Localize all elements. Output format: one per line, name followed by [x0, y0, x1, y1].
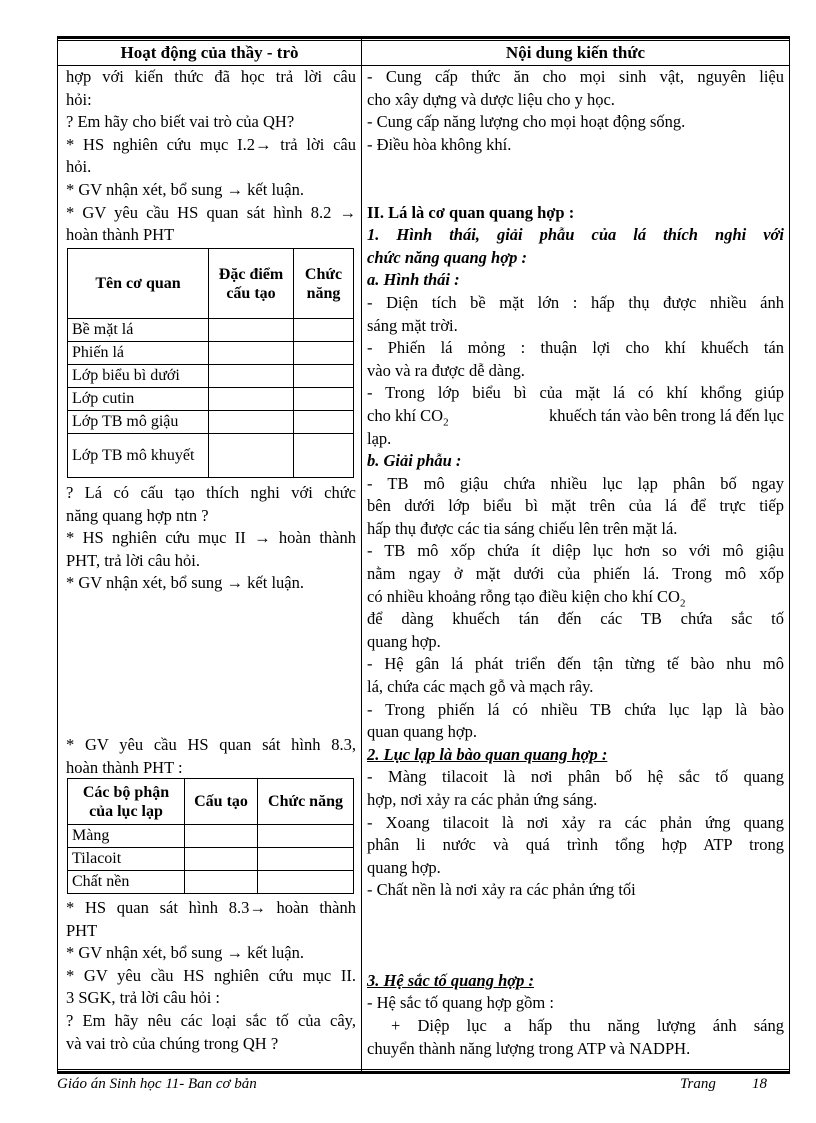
table-header: Chức năng	[258, 779, 354, 825]
left-text-line: PHT	[66, 920, 98, 940]
left-text-line: * GV nhận xét, bổ sung → kết luận.	[66, 573, 305, 593]
right-text-line: - Hệ sắc tố quang hợp gồm :	[367, 993, 554, 1013]
right-text-line: nằm ngay ở mặt dưới của phiến lá. Trong mô xốp	[367, 564, 784, 584]
right-text-line: hấp thụ được các tia sáng chiếu lên trên mặt lá.	[367, 518, 678, 538]
right-text-line: - Trong phiến lá có nhiều TB chứa lục lạp là bào	[367, 699, 784, 719]
table-cell: Tilacoit	[68, 848, 185, 871]
right-text-line: sáng mặt trời.	[367, 315, 458, 335]
right-text-line: - Cung cấp năng lượng cho mọi hoạt động sống.	[367, 112, 686, 132]
right-text-line: - Trong lớp biểu bì của mặt lá có khí khổng giúp	[367, 383, 784, 403]
left-border	[57, 36, 58, 1071]
pht-table-leaf	[67, 248, 354, 478]
table-cell: Lớp cutin	[68, 388, 209, 411]
bottom-rule-thick	[57, 1071, 790, 1074]
right-text-line: lạp.	[367, 428, 392, 448]
footer-trang: Trang	[680, 1076, 716, 1092]
top-rule-thick	[57, 36, 790, 39]
subsection-title: a. Hình thái :	[367, 270, 460, 290]
right-text-line: cho xây dựng và dược liệu cho y học.	[367, 89, 615, 109]
left-text-line: hỏi:	[66, 89, 92, 109]
left-text-line: * HS quan sát hình 8.3→ hoàn thành	[66, 898, 356, 917]
right-text-line: vào và ra được dễ dàng.	[367, 360, 525, 380]
table-cell: Chất nền	[68, 871, 185, 894]
right-text-line: để dàng khuếch tán đến các TB chứa sắc tố	[367, 609, 784, 629]
left-column-p3	[66, 734, 356, 779]
left-text-line: và vai trò của chúng trong QH ?	[66, 1033, 279, 1053]
right-text-line: - Chất nền là nơi xảy ra các phản ứng tối	[367, 880, 636, 900]
right-text-line: hợp, nơi xảy ra các phản ứng sáng.	[367, 790, 598, 809]
left-text-line: * GV yêu cầu HS quan sát hình 8.3,	[66, 735, 356, 754]
table-header: Các bộ phận của lục lạp	[68, 779, 185, 825]
section-subtitle: 2. Lục lạp là bào quan quang hợp :	[367, 744, 608, 764]
table-row	[68, 871, 354, 894]
left-text-line: hoàn thành PHT	[66, 225, 175, 245]
subsection-title: b. Giải phẫu :	[367, 451, 462, 471]
right-text-line: - Diện tích bề mặt lớn : hấp thụ được nhiều ánh	[367, 292, 784, 312]
section-subtitle: 1. Hình thái, giải phẫu của lá thích nghi với	[367, 225, 784, 245]
header-left: Hoạt động của thầy - trò	[120, 43, 299, 62]
left-text-line: * HS nghiên cứu mục I.2→ trả lời câu	[66, 134, 356, 154]
left-column-p2	[66, 482, 356, 595]
table-cell: Lớp TB mô khuyết	[68, 434, 209, 478]
left-text-line: năng quang hợp ntn ?	[66, 505, 209, 525]
right-text-line: - TB mô giậu chứa nhiều lục lạp phân bố ngay	[367, 473, 784, 493]
right-text-line: có nhiều khoảng rỗng tạo điều kiện cho khí $CO_2$	[367, 586, 686, 609]
right-text-line: quang hợp.	[367, 631, 441, 651]
footer-left: Giáo án Sinh học 11- Ban cơ bản	[57, 1076, 257, 1092]
table-row	[68, 825, 354, 848]
right-text-line: - Phiến lá mỏng : thuận lợi cho khí khuếch tán	[367, 338, 784, 358]
right-border	[789, 36, 790, 1071]
left-text-line: * GV nhận xét, bổ sung → kết luận.	[66, 943, 305, 963]
right-text-line: - Xoang tilacoit là nơi xảy ra các phản ứng quang	[367, 812, 784, 832]
table-row	[68, 411, 354, 434]
right-text-line	[367, 405, 784, 428]
left-text-line: hợp với kiến thức đã học trả lời câu	[66, 67, 356, 86]
table-header: Chức năng	[294, 249, 354, 319]
right-column	[367, 66, 784, 1060]
table-row	[68, 342, 354, 365]
bottom-rule-thin	[57, 1069, 790, 1070]
right-text-line: - Điều hòa không khí.	[367, 134, 512, 154]
table-cell: Phiến lá	[68, 342, 209, 365]
left-text-line: hỏi.	[66, 157, 92, 177]
right-text-line: quan quang hợp.	[367, 722, 477, 742]
right-text-line: - Màng tilacoit là nơi phân bố hệ sắc tố quang	[367, 767, 784, 787]
table-cell: Lớp TB mô giậu	[68, 411, 209, 434]
right-text-line: phân li nước và quá trình tổng hợp ATP trong	[367, 835, 784, 855]
section-subtitle: 3. Hệ sắc tố quang hợp :	[367, 970, 534, 990]
co2-line-start: cho khí $CO_2$	[367, 405, 449, 429]
pht-table-chloroplast	[67, 778, 354, 894]
header-right: Nội dung kiến thức	[505, 43, 646, 62]
right-text-line: quang hợp.	[367, 857, 441, 877]
footer-page-number: 18	[752, 1076, 767, 1092]
section-title: II. Lá là cơ quan quang hợp :	[367, 202, 575, 222]
table-cell: Màng	[68, 825, 185, 848]
left-text-line: 3 SGK, trả lời câu hỏi :	[66, 988, 220, 1008]
section-subtitle: chức năng quang hợp :	[367, 247, 527, 267]
left-text-line: hoàn thành PHT :	[66, 757, 183, 777]
left-column	[66, 66, 356, 247]
left-text-line: ? Em hãy cho biết vai trò của QH?	[66, 112, 295, 132]
left-text-line: * GV yêu cầu HS quan sát hình 8.2 →	[66, 202, 356, 222]
table-row	[68, 848, 354, 871]
co2-line-end: khuếch tán vào bên trong lá đến lục	[548, 405, 784, 425]
right-text-line: bên dưới lớp biểu bì mặt trên của lá để trực tiếp	[367, 496, 784, 516]
right-text-line: - Hệ gân lá phát triển đến tận từng tế bào nhu mô	[367, 654, 784, 674]
left-text-line: PHT, trả lời câu hỏi.	[66, 550, 200, 570]
table-cell: Lớp biểu bì dưới	[68, 365, 209, 388]
table-header: Cấu tạo	[185, 779, 258, 825]
left-text-line: ? Lá có cấu tạo thích nghi với chức	[66, 483, 356, 502]
left-text-line: * GV yêu cầu HS nghiên cứu mục II.	[66, 965, 356, 985]
right-text-line: - Cung cấp thức ăn cho mọi sinh vật, nguyên liệu	[367, 67, 784, 86]
table-row	[68, 365, 354, 388]
right-text-line: lá, chứa các mạch gỗ và mạch rây.	[367, 677, 594, 697]
table-row	[68, 319, 354, 342]
table-row	[68, 388, 354, 411]
right-text-line: - TB mô xốp chứa ít diệp lục hơn so với mô giậu	[367, 541, 784, 561]
left-text-line: * GV nhận xét, bổ sung → kết luận.	[66, 179, 305, 199]
table-cell: Bề mặt lá	[68, 319, 209, 342]
table-header: Đặc điểm cấu tạo	[209, 249, 294, 319]
right-text-line: + Diệp lục a hấp thu năng lượng ánh sáng	[391, 1015, 784, 1035]
table-row	[68, 434, 354, 478]
column-divider	[361, 36, 362, 1071]
left-text-line: * HS nghiên cứu mục II → hoàn thành	[66, 528, 356, 548]
table-header: Tên cơ quan	[68, 249, 209, 319]
right-text-line: chuyển thành năng lượng trong ATP và NADPH.	[367, 1038, 691, 1058]
left-column-p4	[66, 897, 356, 1055]
top-rule-thin	[57, 40, 790, 41]
left-text-line: ? Em hãy nêu các loại sắc tố của cây,	[66, 1010, 356, 1030]
